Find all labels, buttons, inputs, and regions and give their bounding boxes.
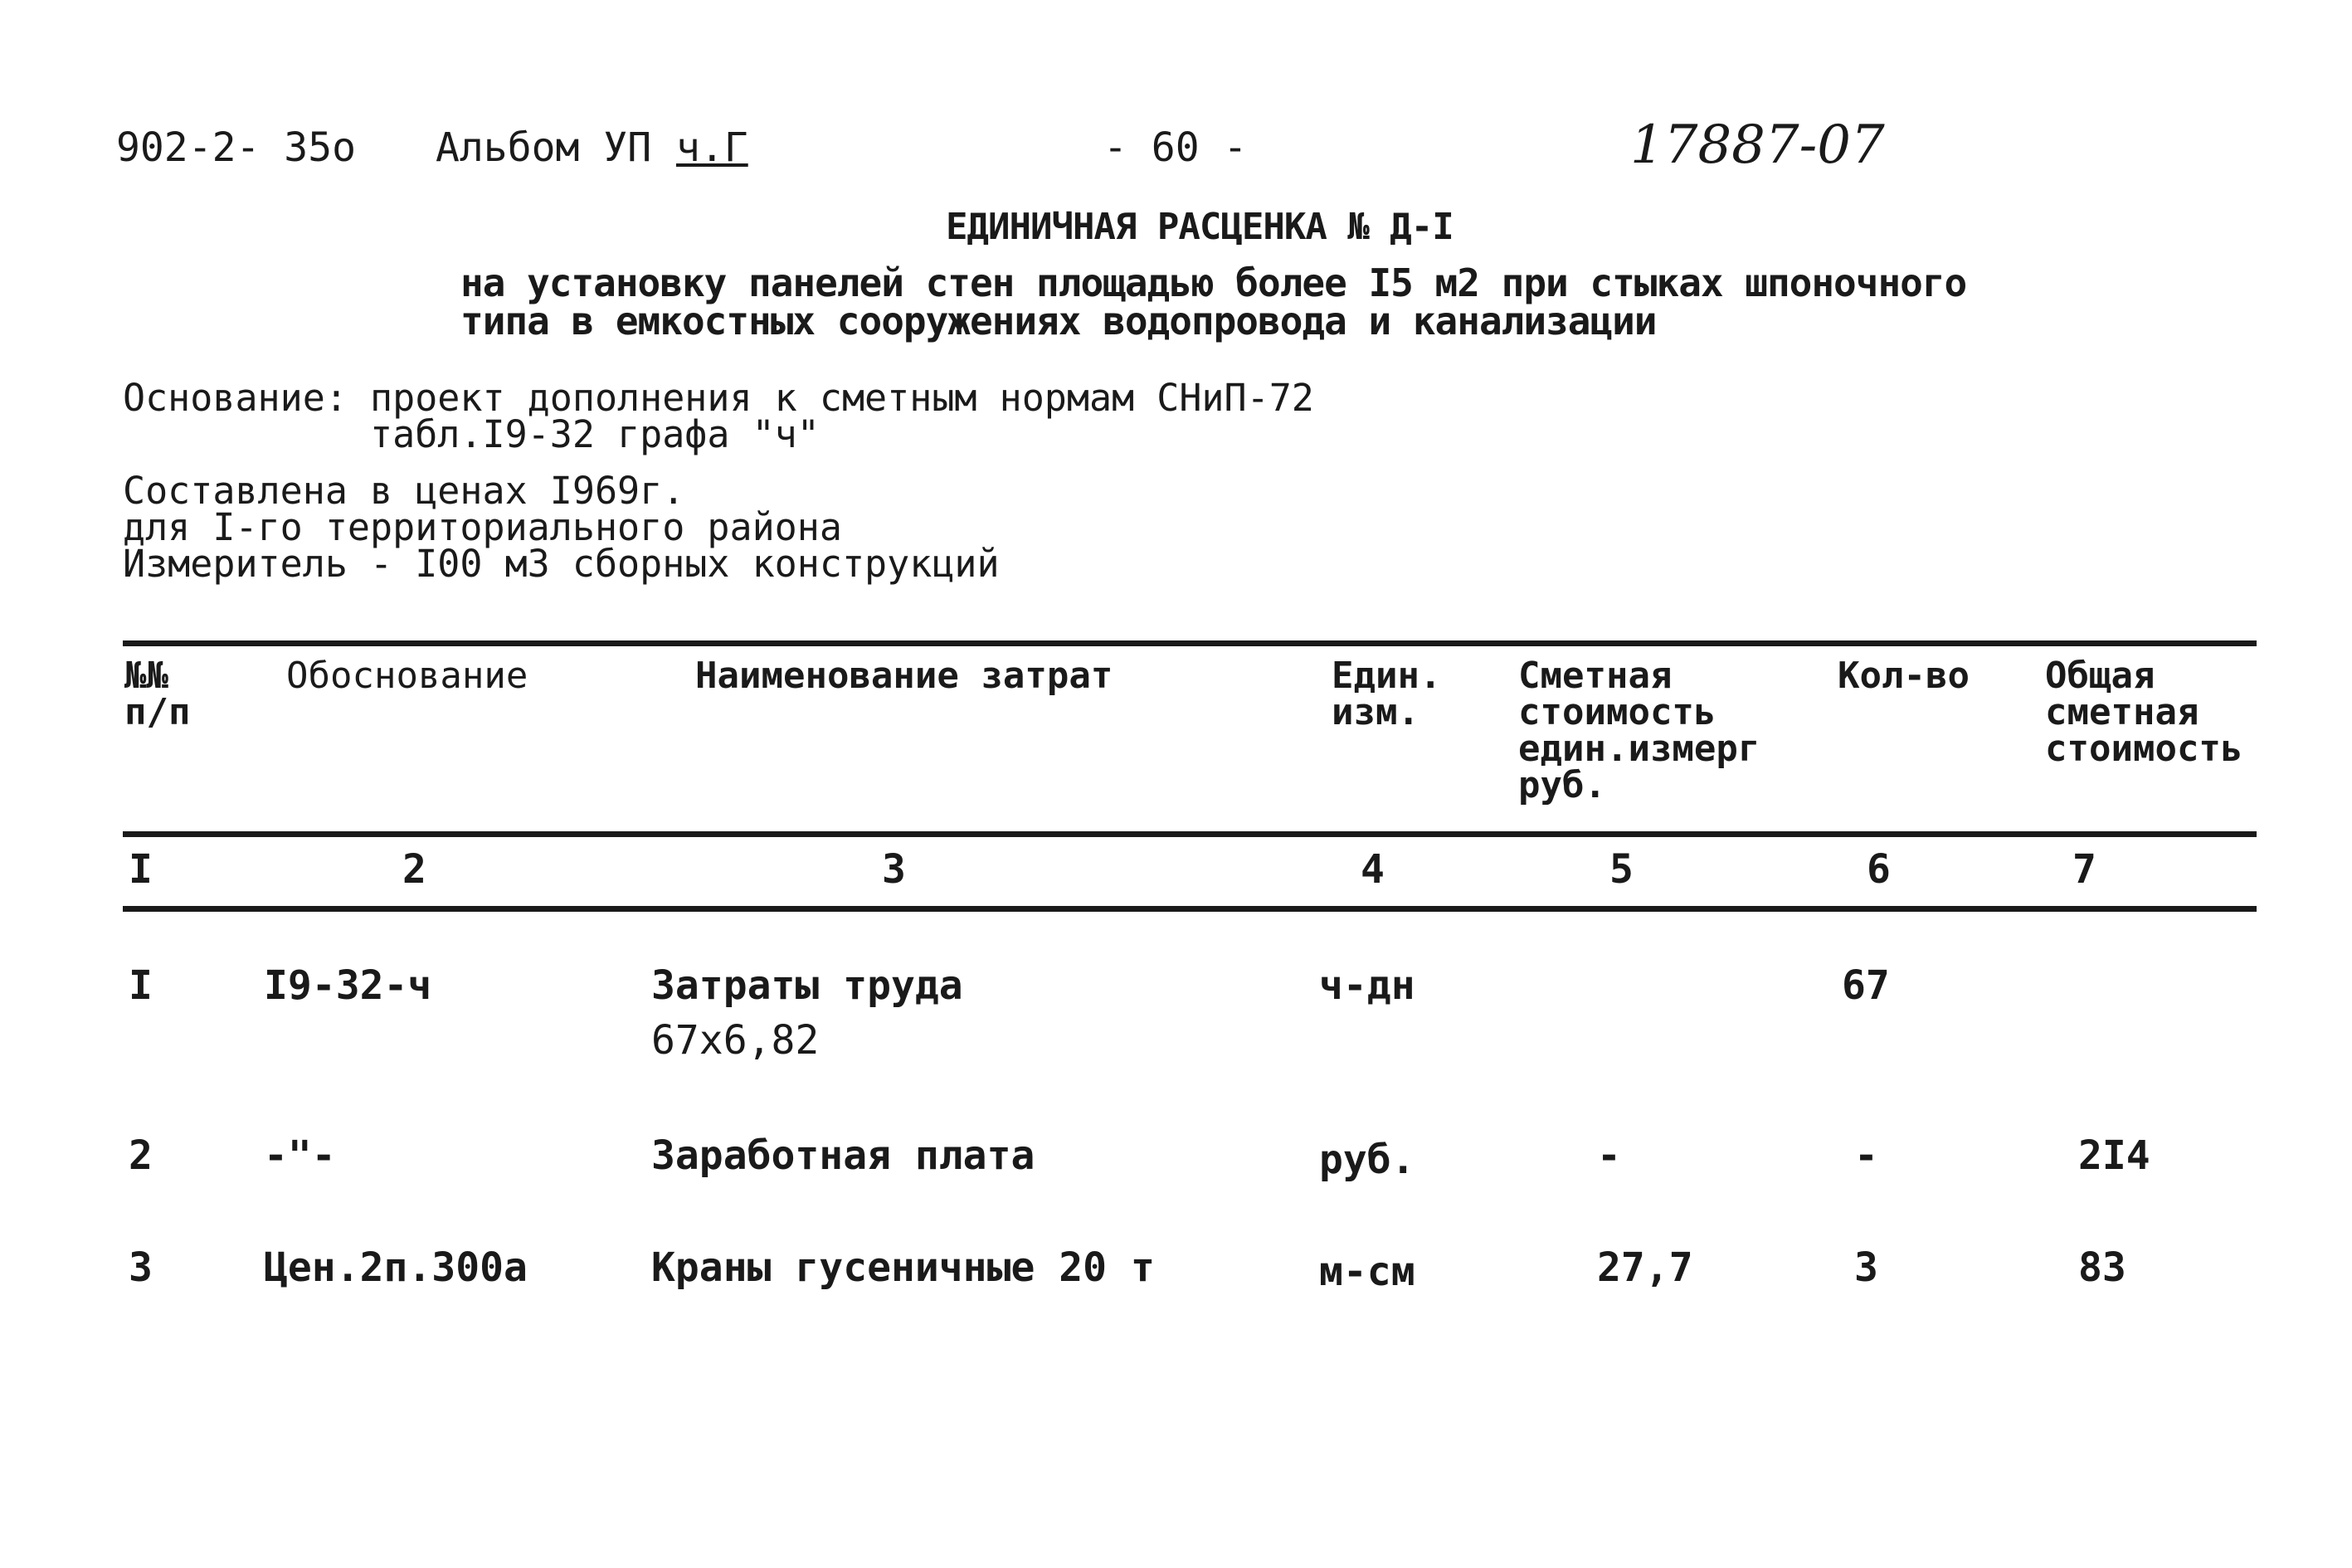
- table-row-3-total: 83: [2078, 1244, 2126, 1291]
- table-row-3-unit: м-см: [1319, 1249, 1415, 1295]
- subtitle-line-1: на установку панелей стен площадью более I5 м2 при стыках шпоночного: [460, 261, 1967, 305]
- table-row-2-index: 2: [129, 1132, 153, 1179]
- table-row-2-unit: руб.: [1319, 1137, 1415, 1183]
- table-row-3-quantity: 3: [1854, 1244, 1878, 1291]
- table-top-rule: [123, 640, 2257, 646]
- col-number-1: I: [129, 846, 153, 893]
- table-row-2-basis: -"-: [264, 1132, 336, 1179]
- col-number-6: 6: [1867, 846, 1891, 893]
- page-number: - 60 -: [1103, 124, 1248, 171]
- table-numbers-rule: [123, 906, 2257, 912]
- table-row-2-quantity: -: [1854, 1132, 1878, 1179]
- album-label: Альбом УП: [436, 124, 652, 171]
- table-row-3-unit-price: 27,7: [1597, 1244, 1693, 1291]
- col-header-name: Наименование затрат: [695, 655, 1113, 697]
- table-row-1-index: I: [129, 962, 153, 1009]
- col-header-unit-price: Сметная стоимость един.измерг руб.: [1518, 655, 1760, 806]
- col-header-basis: Обоснование: [286, 655, 528, 697]
- basis-line-1: Основание: проект дополнения к сметным нормам СНиП-72: [123, 376, 1314, 420]
- col-header-index: №№ п/п: [124, 655, 191, 733]
- table-row-3-basis: Цен.2п.300а: [264, 1244, 528, 1291]
- table-row-1-unit: ч-дн: [1319, 962, 1415, 1009]
- prices-year: Составлена в ценах I969г.: [123, 469, 685, 513]
- col-number-4: 4: [1361, 846, 1385, 893]
- col-header-total: Общая сметная стоимость: [2045, 655, 2243, 770]
- table-row-1-name-calc: 67х6,82: [651, 1017, 820, 1064]
- territorial-region: для I-го территориального района: [123, 505, 842, 549]
- col-number-5: 5: [1609, 846, 1634, 893]
- handwritten-number: 17887-07: [1630, 114, 1885, 176]
- table-row-1-quantity: 67: [1842, 962, 1890, 1009]
- table-header-rule: [123, 831, 2257, 837]
- col-number-7: 7: [2072, 846, 2096, 893]
- part-label: ч.Г: [676, 124, 748, 171]
- col-header-unit: Един. изм.: [1332, 655, 1442, 733]
- table-row-1-basis: I9-32-ч: [264, 962, 432, 1009]
- col-header-quantity: Кол-во: [1838, 655, 1970, 697]
- table-row-3-index: 3: [129, 1244, 153, 1291]
- measurement-unit: Измеритель - I00 м3 сборных конструкций: [123, 542, 1000, 586]
- subtitle-line-2: типа в емкостных сооружениях водопровода и канализации: [460, 299, 1657, 343]
- document-code: 902-2- 35о: [116, 124, 356, 171]
- table-row-3-name: Краны гусеничные 20 т: [651, 1244, 1155, 1291]
- table-row-2-total: 2I4: [2078, 1132, 2150, 1179]
- table-row-1-name: Затраты труда: [651, 962, 963, 1009]
- table-row-2-unit-price: -: [1597, 1132, 1621, 1179]
- document-title: ЕДИНИЧНАЯ РАСЦЕНКА № Д-I: [946, 206, 1454, 248]
- table-row-2-name: Заработная плата: [651, 1132, 1035, 1179]
- col-number-3: 3: [882, 846, 906, 893]
- col-number-2: 2: [402, 846, 426, 893]
- basis-line-2: табл.I9-32 графа "ч": [123, 412, 820, 456]
